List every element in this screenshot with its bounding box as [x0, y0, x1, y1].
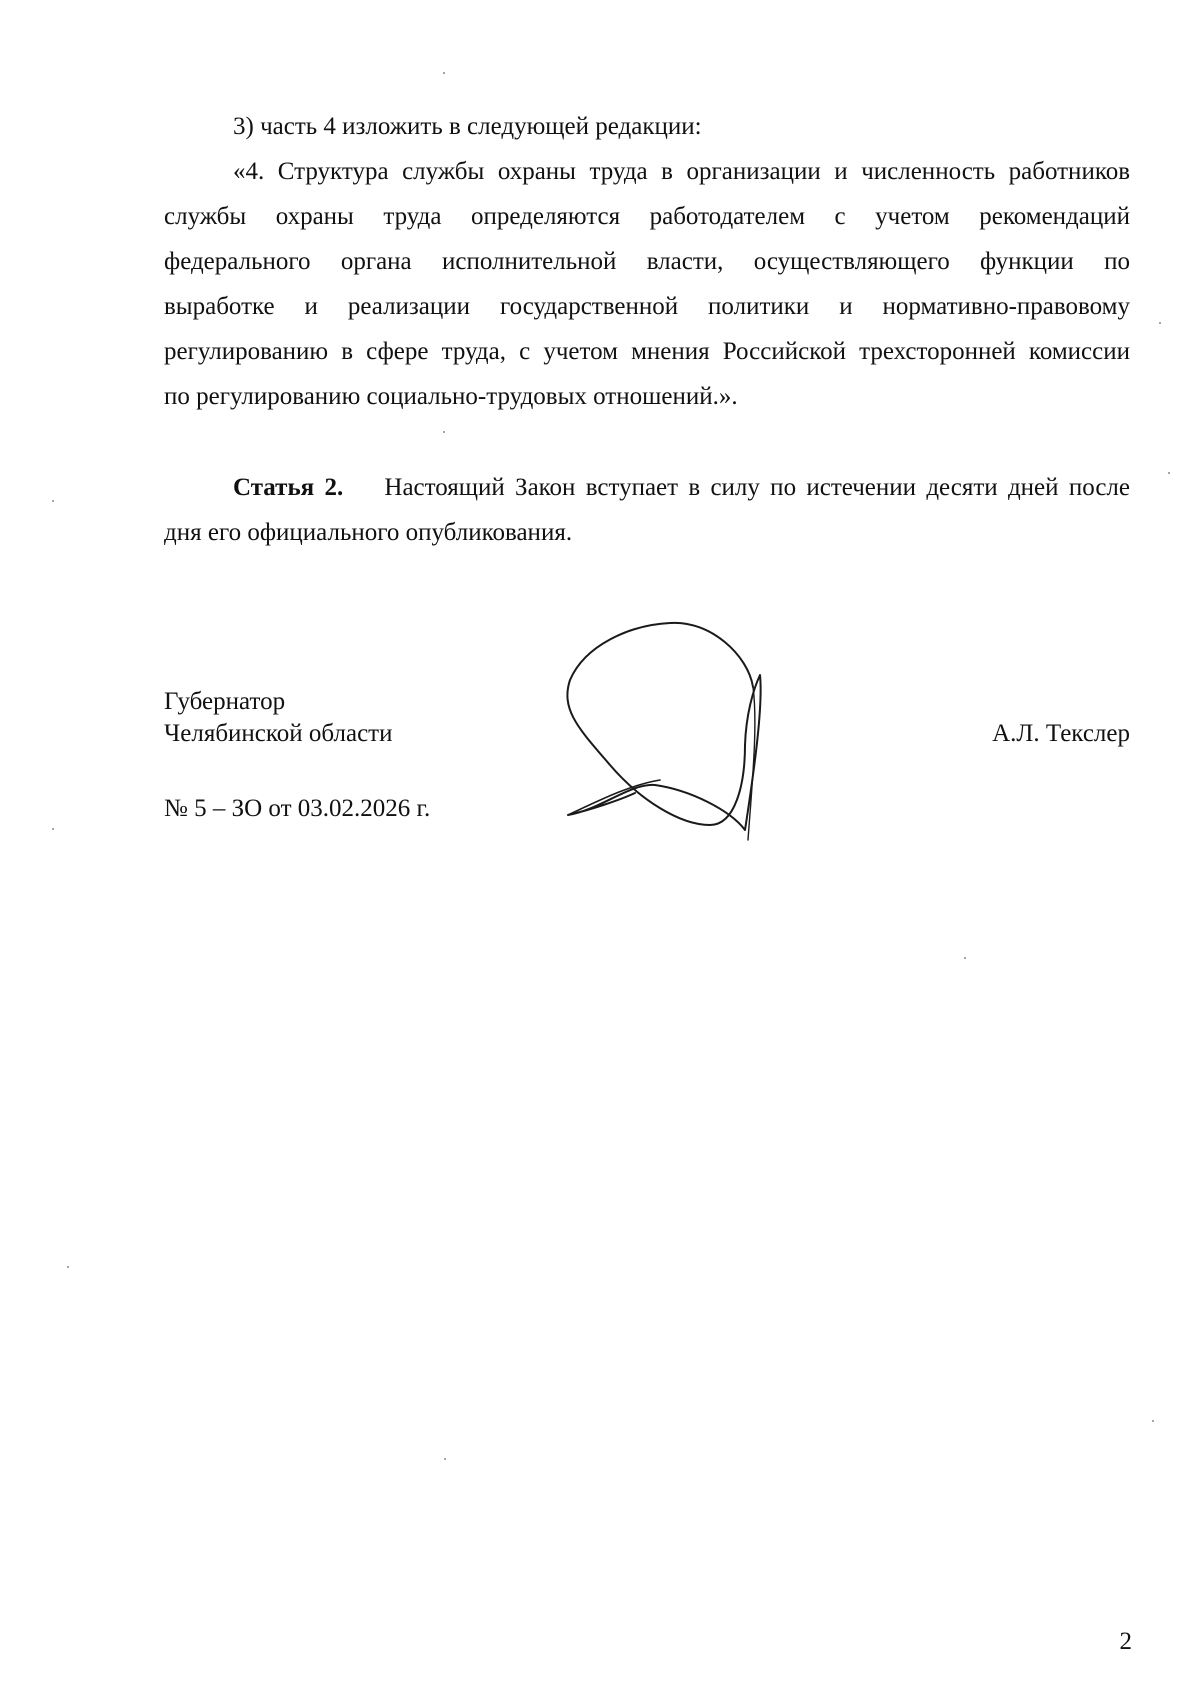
law-number-date: № 5 – ЗО от 03.02.2026 г. — [164, 795, 431, 822]
scan-speck — [964, 957, 966, 959]
handwritten-signature — [560, 615, 800, 850]
scan-speck — [67, 1266, 69, 1268]
scan-speck — [443, 431, 445, 433]
signatory-title-line: Губернатор — [164, 688, 286, 715]
quote-line: «4. Структура службы охраны труда в организации и численность работников — [233, 158, 1130, 185]
page-number: 2 — [1119, 1628, 1132, 1655]
quote-line: федерального органа исполнительной власти, осуществляющего функции по — [164, 248, 1130, 275]
article-2-paragraph — [164, 465, 1130, 555]
scan-speck — [52, 500, 54, 502]
article-2-line — [164, 465, 1130, 510]
scan-speck — [1152, 1420, 1154, 1422]
quote-line: службы охраны труда определяются работодателем с учетом рекомендаций — [164, 203, 1130, 230]
article-2-heading: Статья 2. — [233, 474, 344, 501]
signatory-name: А.Л. Текслер — [992, 720, 1130, 747]
article-2-line: дня его официального опубликования. — [164, 519, 573, 546]
scan-speck — [52, 828, 54, 830]
quote-line: по регулированию социально-трудовых отношений.». — [164, 383, 738, 410]
scan-speck — [443, 72, 445, 74]
article-2-text: Настоящий Закон вступает в силу по истечении десяти дней после — [384, 474, 1130, 501]
quoted-amendment-paragraph — [164, 149, 1130, 419]
scan-speck — [1159, 322, 1161, 324]
scan-speck — [1168, 472, 1170, 474]
item-3-intro: 3) часть 4 изложить в следующей редакции: — [233, 113, 702, 140]
signatory-title — [164, 686, 392, 750]
scan-speck — [444, 1458, 446, 1460]
signatory-title-line: Челябинской области — [164, 720, 393, 747]
quote-line: выработке и реализации государственной политики и нормативно-правовому — [164, 293, 1130, 320]
quote-line: регулированию в сфере труда, с учетом мнения Российской трехсторонней комиссии — [164, 338, 1130, 365]
